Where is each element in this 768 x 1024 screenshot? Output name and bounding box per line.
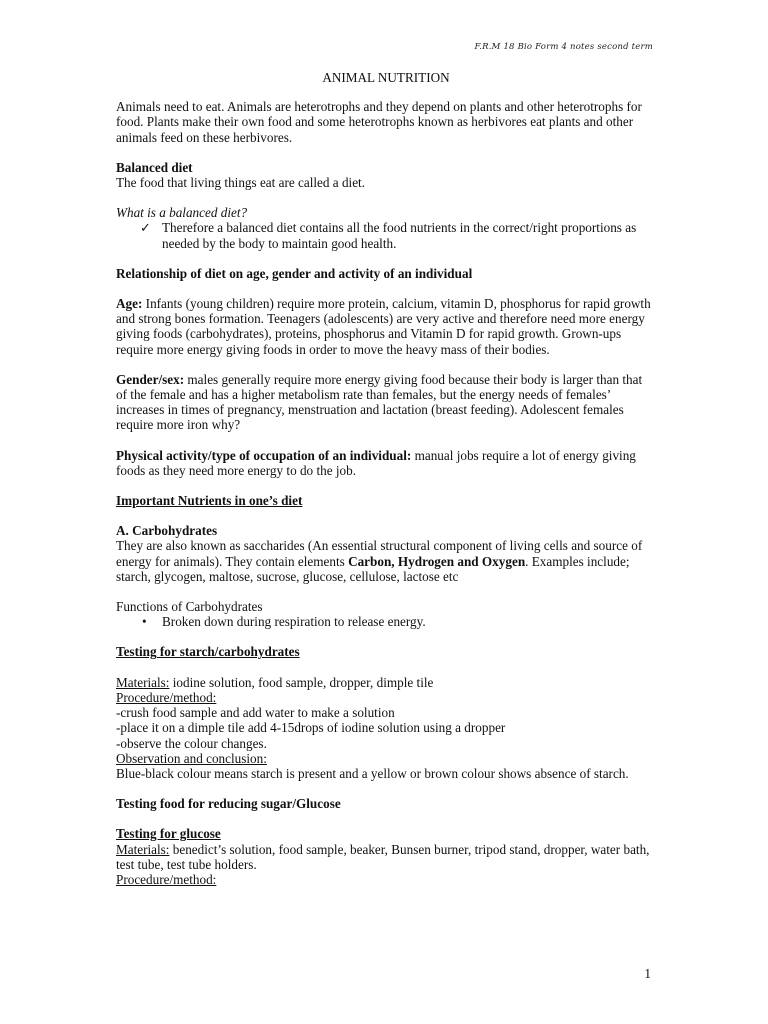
age-paragraph — [116, 296, 656, 357]
carbohydrates-examples: . Examples include; starch, glycogen, maltose, sucrose, glucose, cellulose, lactose etc — [116, 553, 630, 584]
glucose-materials — [116, 842, 656, 872]
page-title: ANIMAL NUTRITION — [322, 70, 450, 85]
gender-label: Gender/sex: — [116, 371, 185, 387]
function-list-item — [116, 614, 656, 629]
intro-paragraph: Animals need to eat. Animals are heterotrophs and they depend on plants and other heterotrophs for food. Plants make their own food and some heterotrophs known as herbivores eat plants and other animals feed on these herbivores. — [116, 99, 642, 145]
starch-materials — [116, 675, 656, 690]
starch-step-3: -observe the colour changes. — [116, 735, 267, 751]
starch-test-heading: Testing for starch/carbohydrates — [116, 644, 300, 660]
glucose-test-heading: Testing for glucose — [116, 826, 221, 842]
starch-procedure-label: Procedure/method: — [116, 689, 217, 705]
balanced-diet-answer: Therefore a balanced diet contains all the food nutrients in the correct/right proportions as needed by the body to maintain good health. — [162, 220, 637, 251]
carbohydrates-heading: A. Carbohydrates — [116, 523, 218, 539]
balanced-diet-heading: Balanced diet — [116, 159, 193, 175]
starch-observation-text: Blue-black colour means starch is present and a yellow or brown colour shows absence of starch. — [116, 765, 629, 781]
balanced-diet-text: The food that living things eat are called a diet. — [116, 175, 366, 191]
balanced-diet-section — [116, 160, 656, 251]
page-number: 1 — [644, 966, 651, 981]
sugar-test-heading: Testing food for reducing sugar/Glucose — [116, 796, 341, 812]
starch-step-1: -crush food sample and add water to make a solution — [116, 705, 395, 721]
relationship-heading: Relationship of diet on age, gender and activity of an individual — [116, 265, 473, 281]
bullet-icon: • — [142, 614, 147, 630]
carbohydrates-text: They are also known as saccharides (An essential structural component of living cells and source of energy for animals). They contain elements — [116, 538, 643, 569]
starch-materials-label: Materials: — [116, 674, 170, 690]
activity-paragraph — [116, 448, 656, 478]
function-text: Broken down during respiration to release energy. — [162, 614, 426, 630]
page-content — [116, 70, 656, 887]
glucose-materials-text: benedict’s solution, food sample, beaker, Bunsen burner, tripod stand, dropper, water bath, test tube, test tube holders. — [116, 841, 650, 872]
age-text: Infants (young children) require more protein, calcium, vitamin D, phosphorus for rapid growth and strong bones formation. Teenagers (adolescents) are very active and therefore need more energy giving foods (carbohydrates), proteins, phosphorus and Vitamin D for rapid growth. Grown-ups require more energy giving foods in order to move the heavy mass of their bodies. — [116, 296, 651, 357]
starch-materials-text: iodine solution, food sample, dropper, dimple tile — [169, 674, 434, 690]
activity-text: manual jobs require a lot of energy giving foods as they need more energy to do the job. — [116, 447, 636, 478]
running-header: F.R.M 18 Bio Form 4 notes second term — [474, 42, 653, 52]
glucose-materials-label: Materials: — [116, 841, 170, 857]
check-mark-icon: ✓ — [140, 220, 152, 236]
carbohydrates-elements: Carbon, Hydrogen and Oxygen — [348, 553, 526, 569]
glucose-procedure-label: Procedure/method: — [116, 871, 217, 887]
balanced-diet-question: What is a balanced diet? — [116, 205, 248, 221]
age-label: Age: — [116, 296, 143, 312]
activity-label: Physical activity/type of occupation of an individual: — [116, 447, 412, 463]
starch-observation-label: Observation and conclusion: — [116, 750, 267, 766]
gender-text: males generally require more energy giving food because their body is larger than that of the female and has a higher metabolism rate than females, but the energy needs of females’ increases in times of pregnancy, menstruation and lactation (breast feeding). Adolescent females require more iron why? — [116, 371, 643, 433]
starch-step-2: -place it on a dimple tile add 4-15drops of iodine solution using a dropper — [116, 720, 506, 736]
carbohydrates-paragraph — [116, 538, 656, 584]
nutrients-heading: Important Nutrients in one’s diet — [116, 493, 303, 509]
gender-paragraph — [116, 372, 656, 433]
functions-heading: Functions of Carbohydrates — [116, 599, 263, 615]
balanced-diet-answer-item — [116, 220, 656, 250]
